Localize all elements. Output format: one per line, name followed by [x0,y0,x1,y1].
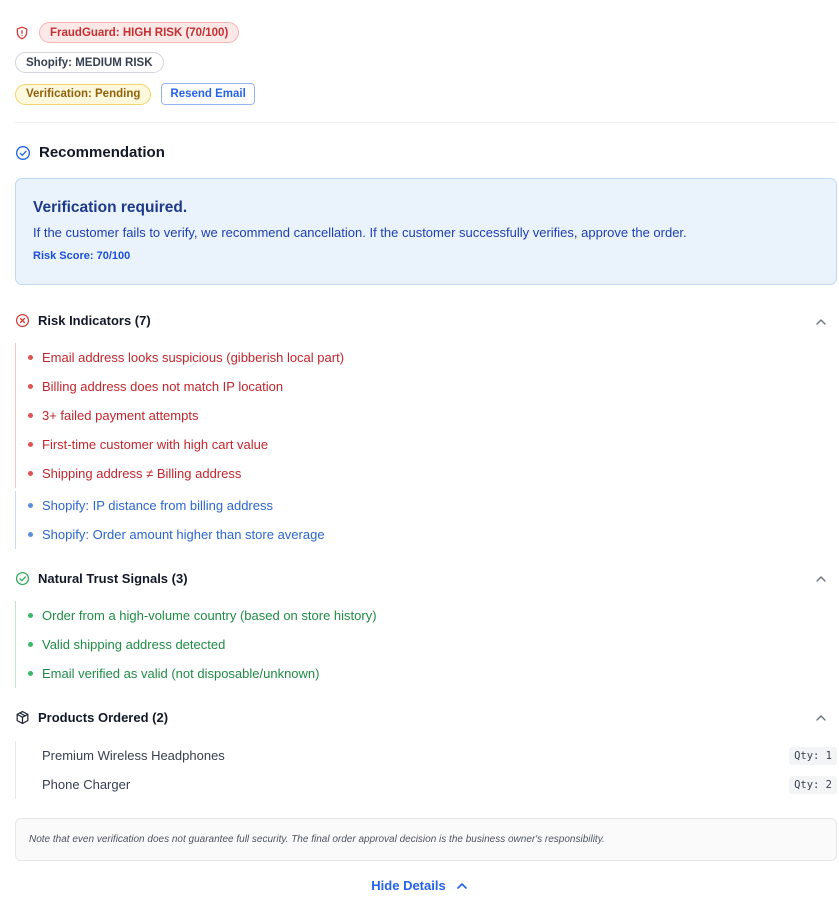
bullet [28,355,33,360]
shield-alert-icon [15,25,29,41]
trust-signals-title: Natural Trust Signals (3) [38,571,188,586]
verification-row [15,83,255,105]
list-item: Valid shipping address detected [28,630,377,659]
shopify-row [15,52,164,73]
recommendation-heading: Verification required. [33,199,188,216]
bullet [28,671,33,676]
box-icon [15,710,30,725]
risk-indicators-header[interactable] [15,313,151,328]
list-item: Email verified as valid (not disposable/unknown) [28,659,377,688]
trust-signal-list [15,601,377,688]
product-qty: Qty: 2 [789,776,837,794]
list-item: 3+ failed payment attempts [28,401,344,430]
list-item: Shopify: IP distance from billing address [28,491,325,520]
bullet [28,442,33,447]
products-header[interactable] [15,710,168,725]
bullet [28,642,33,647]
fraudguard-risk-badge: FraudGuard: HIGH RISK (70/100) [39,22,239,43]
chevron-up-icon[interactable] [815,714,827,722]
resend-email-button[interactable]: Resend Email [161,83,254,105]
chevron-up-icon [456,882,468,890]
products-list [15,741,837,799]
product-row [16,741,837,770]
divider [15,122,837,123]
list-item: Order from a high-volume country (based on store history) [28,601,377,630]
shopify-risk-list [15,491,325,549]
product-row [16,770,837,799]
list-item: Shopify: Order amount higher than store average [28,520,325,549]
check-circle-icon [15,571,30,586]
recommendation-text: If the customer fails to verify, we recommend cancellation. If the customer successfully verifies, approve the order. [33,225,687,240]
fraudguard-row [15,22,239,43]
list-item: Email address looks suspicious (gibberish local part) [28,343,344,372]
recommendation-box [15,178,837,285]
verification-status-badge: Verification: Pending [15,84,151,105]
bullet [28,532,33,537]
risk-indicator-list [15,343,344,488]
chevron-up-icon[interactable] [815,575,827,583]
product-name: Phone Charger [42,777,131,792]
bullet [28,413,33,418]
product-qty: Qty: 1 [789,747,837,765]
trust-signals-header[interactable] [15,571,188,586]
product-name: Premium Wireless Headphones [42,748,225,763]
shopify-risk-badge: Shopify: MEDIUM RISK [15,52,164,73]
hide-details-label: Hide Details [371,878,446,893]
chevron-up-icon[interactable] [815,318,827,326]
risk-score: Risk Score: 70/100 [33,250,131,262]
list-item: Shipping address ≠ Billing address [28,459,344,488]
risk-indicators-title: Risk Indicators (7) [38,313,151,328]
products-title: Products Ordered (2) [38,710,169,725]
bullet [28,503,33,508]
check-circle-icon [15,145,31,161]
x-circle-icon [15,313,30,328]
bullet [28,613,33,618]
bullet [28,471,33,476]
recommendation-title: Recommendation [39,144,165,161]
recommendation-header [15,144,165,161]
hide-details-button[interactable] [0,878,839,893]
bullet [28,384,33,389]
disclaimer-note: Note that even verification does not guarantee full security. The final order approval decision is the business owner's responsibility. [15,818,837,861]
list-item: Billing address does not match IP location [28,372,344,401]
list-item: First-time customer with high cart value [28,430,344,459]
